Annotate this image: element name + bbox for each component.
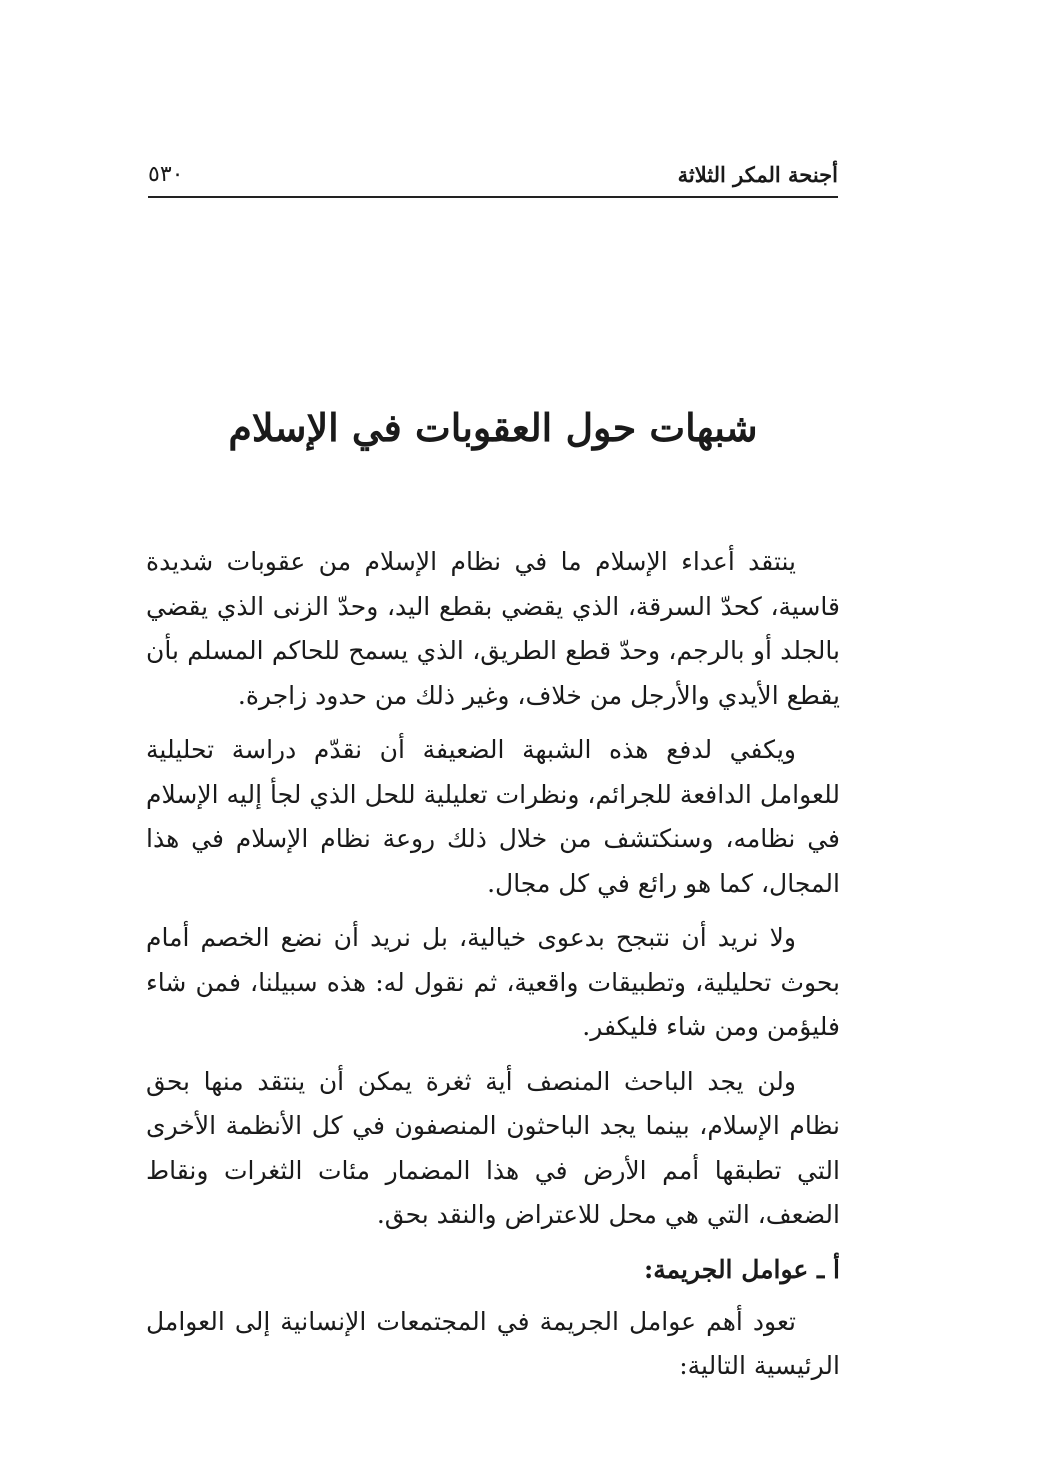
paragraph-3: ولا نريد أن نتبجح بدعوى خيالية، بل نريد أن نضع الخصم أمام بحوث تحليلية، وتطبيقات واقعية، ثم نقول له: هذه سبيلنا، فمن شاء فليؤمن ومن شاء فليكفر. — [146, 923, 840, 1041]
page-number: ٥٣٠ — [148, 162, 184, 187]
paragraph-2: ويكفي لدفع هذه الشبهة الضعيفة أن نقدّم دراسة تحليلية للعوامل الدافعة للجرائم، ونظرات تعليلية للحل الذي لجأ إليه الإسلام في نظامه، وسنكتشف من خلال ذلك روعة نظام الإسلام في هذا المجال، كما هو رائع في كل مجال. — [146, 735, 840, 898]
paragraph-5: تعود أهم عوامل الجريمة في المجتمعات الإنسانية إلى العوامل الرئيسية التالية: — [146, 1306, 840, 1380]
running-header — [148, 160, 838, 198]
section-subheading: أ ـ عوامل الجريمة: — [643, 1254, 840, 1284]
paragraph-1: ينتقد أعداء الإسلام ما في نظام الإسلام من عقوبات شديدة قاسية، كحدّ السرقة، الذي يقضي بقطع اليد، وحدّ الزنى الذي يقضي بالجلد أو بالرجم، وحدّ قطع الطريق، الذي يسمح للحاكم المسلم بأن يقطع الأيدي والأرجل من خلاف، وغير ذلك من حدود زاجرة. — [146, 547, 840, 710]
chapter-title: شبهات حول العقوبات في الإسلام — [228, 405, 758, 450]
header-title: أجنحة المكر الثلاثة — [677, 162, 838, 187]
body-text — [146, 540, 840, 1399]
paragraph-4: ولن يجد الباحث المنصف أية ثغرة يمكن أن ينتقد منها بحق نظام الإسلام، بينما يجد الباحثون المنصفون في كل الأنظمة الأخرى التي تطبقها أمم الأرض في هذا المضمار مئات الثغرات ونقاط الضعف، التي هي محل للاعتراض والنقد بحق. — [146, 1066, 840, 1229]
